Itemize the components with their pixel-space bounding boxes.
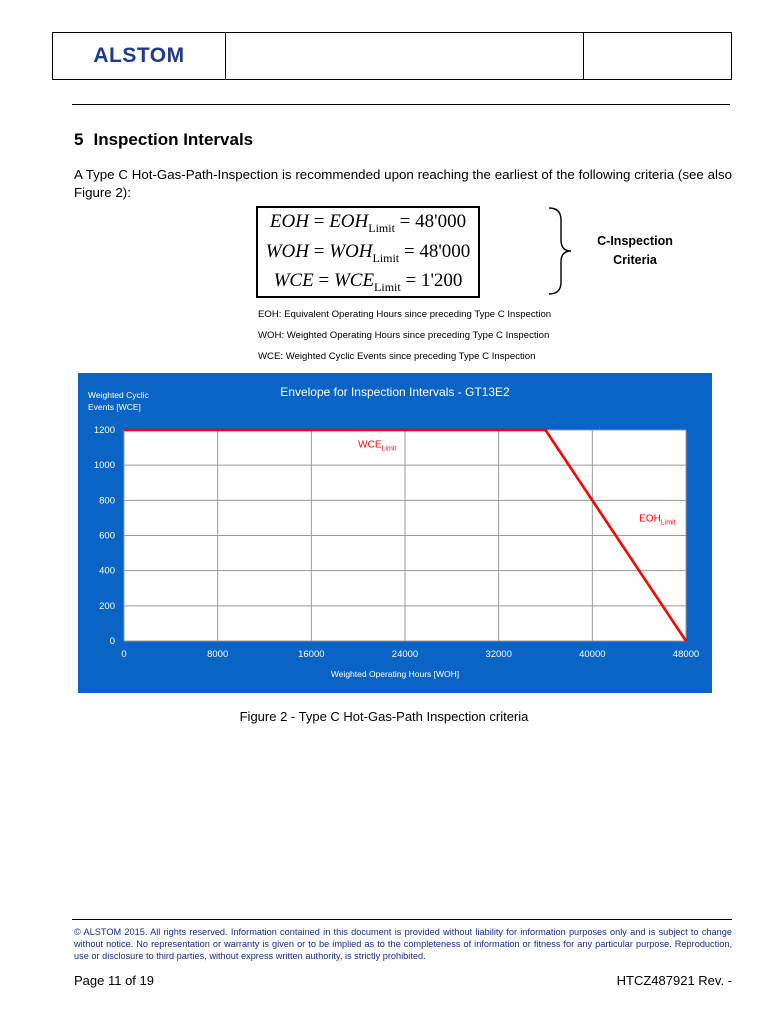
x-tick-label: 48000 — [672, 649, 700, 660]
definition-woh: WOH: Weighted Operating Hours since preceding Type C Inspection — [258, 330, 550, 341]
chart-plot — [78, 373, 712, 673]
y-tick-label: 1000 — [93, 460, 115, 472]
formula-eoh: EOH = $EOH_{Limit} = 48'000$ — [269, 211, 467, 235]
x-tick-label: 16000 — [298, 649, 325, 660]
intro-paragraph: A Type C Hot-Gas-Path-Inspection is recommended upon reaching the earliest of the following criteria (see also Figure 2): — [74, 167, 732, 200]
x-tick-label: 40000 — [579, 649, 606, 660]
company-logo: ALSTOM — [93, 44, 185, 67]
figure-caption: Figure 2 - Type C Hot-Gas-Path Inspection criteria — [239, 709, 529, 724]
logo-cell — [53, 33, 226, 79]
document-reference: HTCZ487921 Rev. - — [616, 973, 732, 988]
footer-divider — [72, 919, 732, 920]
y-tick-label: 600 — [99, 530, 115, 542]
header-table — [52, 32, 732, 80]
formula-box — [256, 206, 480, 298]
formula-woh: WOH = $WOH_{Limit} = 48'000$ — [265, 241, 471, 265]
chart-y-axis-label: Weighted Cyclic Events [WCE] — [88, 390, 149, 412]
x-tick-label: 8000 — [207, 649, 229, 660]
criteria-label: C-Inspection Criteria — [597, 234, 673, 267]
limit-annotation: $WCE_{Limit}$ — [358, 439, 397, 453]
x-tick-label: 24000 — [391, 649, 419, 660]
y-tick-label: 1200 — [93, 425, 115, 436]
header-title-cell — [225, 33, 584, 79]
x-tick-label: 32000 — [485, 649, 512, 660]
definition-wce: WCE: Weighted Cyclic Events since preceding Type C Inspection — [258, 351, 536, 362]
formula-wce: WCE = $WCE_{Limit} = 1'200$ — [273, 270, 463, 294]
y-tick-label: 0 — [109, 636, 115, 647]
definition-eoh: EOH: Equivalent Operating Hours since preceding Type C Inspection — [258, 309, 552, 320]
curly-brace — [545, 206, 575, 296]
x-tick-label: 0 — [121, 649, 127, 660]
chart-x-axis-label: Weighted Operating Hours [WOH] — [330, 669, 460, 679]
header-divider — [72, 104, 730, 105]
section-number: 5 — [74, 130, 84, 149]
section-heading — [74, 130, 253, 150]
y-tick-label: 200 — [99, 600, 115, 612]
y-tick-label: 800 — [99, 495, 115, 507]
y-tick-label: 400 — [99, 565, 115, 577]
limit-annotation: $EOH_{Limit}$ — [639, 513, 676, 527]
page-number: Page 11 of 19 — [74, 973, 154, 988]
chart-title: Envelope for Inspection Intervals - GT13E2 — [280, 385, 510, 399]
section-title: Inspection Intervals — [93, 130, 254, 149]
inspection-envelope-chart — [78, 373, 712, 693]
copyright-notice: © ALSTOM 2015. All rights reserved. Information contained in this document is provided without liability for information purposes only and is subject to change without notice. No representation or warranty is given or to be implied as to the completeness of information or fitness for any particular purpose. Reproduction, use or disclosure to third parties, without express written authority, is strictly prohibited. — [74, 927, 732, 961]
